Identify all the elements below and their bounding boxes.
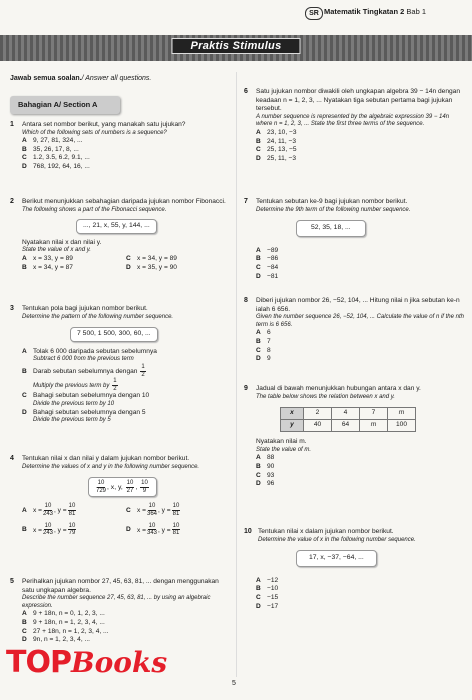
watermark: TOPBooks bbox=[6, 645, 168, 680]
q6-option-a[interactable]: A 23, 10, −3 bbox=[256, 128, 297, 136]
q1-text-ms: Antara set nombor berikut, yang manakah satu jujukan? bbox=[22, 121, 186, 128]
q9-table: x 2 4 7 m y 40 64 m 100 bbox=[280, 407, 416, 432]
q6-option-c[interactable]: C 25, 13, −5 bbox=[256, 146, 297, 154]
q4-option-d[interactable]: D x = $\frac{10}{343}$ , y = $\frac{10}{81}$ bbox=[126, 522, 180, 537]
q9-option-a[interactable]: A 88 bbox=[256, 454, 275, 462]
q9-option-b[interactable]: B 90 bbox=[256, 462, 275, 470]
question-6: 6 Satu jujukan nombor diwakili oleh ungkapan algebra 39 − 14n dengan keadaan n = 1, 2, 3, ... Nyatakan tiga sebutan pertama bagi jujukan tersebut. A number sequence is represented by the algebraic expression 39 − 14n where n = 1, 2, 3, ... State the first three terms of the sequence. A 23, 10, −3 B 24, 11, −3 C 25, 13, −5 D 25, 11, −3 bbox=[244, 88, 464, 163]
q3-option-d[interactable]: D Bahagi sebutan sebelumnya dengan 5 bbox=[22, 408, 146, 416]
q4-option-b[interactable]: B x = $\frac{10}{243}$ , y = $\frac{10}{79}$ bbox=[22, 522, 76, 537]
instruction: Jawab semua soalan./ Answer all questions. bbox=[10, 75, 152, 82]
q2-option-b[interactable]: B x = 34, y = 87 bbox=[22, 263, 73, 271]
column-divider bbox=[236, 72, 237, 677]
question-4: 4 Tentukan nilai x dan nilai y dalam jujukan nombor berikut. Determine the values of x and y in the following number sequence. $\frac{10}{729}$ , x, y, $\frac{10}{27}$ , $\frac{10}{9}$ A x = $\frac{10}{243}$ , y = $\frac{10}{81}$ C x = $\frac{10}{364}$ , y = $\frac{10}{81}$ B x = $\frac{10}{243}$ , y = $\frac{10}{79}$ D x = $\frac{10}{343}$ , y = $\frac{10}{81}$ bbox=[10, 455, 230, 537]
q1-option-d[interactable]: D 768, 192, 64, 16, ... bbox=[22, 162, 90, 170]
q6-option-b[interactable]: B 24, 11, −3 bbox=[256, 137, 297, 145]
q5-option-c[interactable]: C 27 + 18n, n = 1, 2, 3, 4, ... bbox=[22, 627, 109, 635]
publisher-logo: SR bbox=[305, 7, 323, 20]
question-10: 10 Tentukan nilai x dalam jujukan nombor berikut. Determine the value of x in the following number sequence. 17, x, −37, −64, ... A −12 B −10 C −15 D −17 bbox=[244, 528, 464, 611]
q2-text-ms: Berikut menunjukkan sebahagian daripada jujukan nombor Fibonacci. bbox=[22, 198, 226, 205]
q9-option-c[interactable]: C 93 bbox=[256, 471, 275, 479]
question-8: 8 Diberi jujukan nombor 26, −52, 104, ... Hitung nilai n jika sebutan ke-n ialah 6 656. Given the number sequence 26, −52, 104, ... Calculate the value of n if the nth term is 6 656. A 6 B 7 C 8 D 9 bbox=[244, 297, 464, 363]
q3-option-a[interactable]: A Tolak 6 000 daripada sebutan sebelumnya bbox=[22, 347, 157, 355]
q1-option-a[interactable]: A 9, 27, 81, 324, ... bbox=[22, 137, 83, 145]
page-number: 5 bbox=[232, 680, 236, 687]
question-3: 3 Tentukan pola bagi jujukan nombor berikut. Determine the pattern of the following number sequence. 7 500, 1 500, 300, 60, ... A Tolak 6 000 daripada sebutan sebelumnya Subtract 6 000 from the previous term B Darab sebutan sebelumnya dengan $\frac{1}{2}$ Multiply the previous term by $\frac{1}{2}$ C Bahagi sebutan sebelumnya dengan 10 Divide the previous term by 10 D Bahagi sebutan sebelumnya dengan 5 Divide the previous term by 5 bbox=[10, 305, 230, 425]
q2-text-en: The following shows a part of the Fibonacci sequence. bbox=[22, 206, 167, 213]
q4-option-c[interactable]: C x = $\frac{10}{364}$ , y = $\frac{10}{81}$ bbox=[126, 503, 180, 517]
q7-option-c[interactable]: C −84 bbox=[256, 263, 279, 271]
q7-sequence-box: 52, 35, 18, ... bbox=[296, 220, 366, 237]
q6-option-d[interactable]: D 25, 11, −3 bbox=[256, 154, 297, 162]
header-text: Matematik Tingkatan 2 Bab 1 bbox=[324, 7, 427, 16]
q10-sequence-box: 17, x, −37, −64, ... bbox=[296, 550, 377, 567]
page-header bbox=[0, 6, 472, 20]
title-banner bbox=[0, 35, 472, 61]
q3-option-c[interactable]: C Bahagi sebutan sebelumnya dengan 10 bbox=[22, 392, 150, 400]
q9-option-d[interactable]: D 96 bbox=[256, 480, 275, 488]
question-1: 1 Antara set nombor berikut, yang manakah satu jujukan? Which of the following sets of numbers is a sequence? A 9, 27, 81, 324, ... B 35, 26, 17, 8, ... C 1.2, 3.5, 6.2, 9.1, ... D 768, 192, 64, 16, ... bbox=[10, 121, 230, 172]
section-heading: Bahagian A/ Section A bbox=[10, 96, 120, 114]
q1-text-en: Which of the following sets of numbers is a sequence? bbox=[22, 129, 167, 136]
q2-option-c[interactable]: C x = 34, y = 89 bbox=[126, 254, 177, 262]
q1-option-b[interactable]: B 35, 26, 17, 8, ... bbox=[22, 145, 79, 153]
question-2: 2 Berikut menunjukkan sebahagian daripada jujukan nombor Fibonacci. The following shows a part of the Fibonacci sequence. ..., 21, x, 55, y, 144, ... Nyatakan nilai x dan nilai y. State the value of x and y. A x = 33, y = 89 C x = 34, y = 89 B x = 34, y = 87 D x = 35, y = 90 bbox=[10, 198, 230, 272]
question-9: 9 Jadual di bawah menunjukkan hubungan antara x dan y. The table below shows the relation between x and y. x 2 4 7 m y 40 64 m 100 Nyatakan nilai m. State the value of m. A 88 B 90 C 93 D 96 bbox=[244, 385, 464, 489]
q2-option-d[interactable]: D x = 35, y = 90 bbox=[126, 263, 177, 271]
q7-option-a[interactable]: A −89 bbox=[256, 246, 279, 254]
q8-option-a[interactable]: A 6 bbox=[256, 329, 271, 337]
q10-option-d[interactable]: D −17 bbox=[256, 602, 279, 610]
q1-option-c[interactable]: C 1.2, 3.5, 6.2, 9.1, ... bbox=[22, 154, 90, 162]
q4-sequence-box: $\frac{10}{729}$ , x, y, $\frac{10}{27}$ , $\frac{10}{9}$ bbox=[88, 477, 157, 497]
q2-option-a[interactable]: A x = 33, y = 89 bbox=[22, 254, 73, 262]
q8-option-b[interactable]: B 7 bbox=[256, 337, 271, 345]
q2-sequence-box: ..., 21, x, 55, y, 144, ... bbox=[76, 219, 157, 234]
q7-option-d[interactable]: D −81 bbox=[256, 272, 279, 280]
q8-option-c[interactable]: C 8 bbox=[256, 346, 271, 354]
q4-option-a[interactable]: A x = $\frac{10}{243}$ , y = $\frac{10}{81}$ bbox=[22, 503, 76, 517]
q8-option-d[interactable]: D 9 bbox=[256, 355, 271, 363]
question-5: 5 Perihalkan jujukan nombor 27, 45, 63, 81, ... dengan menggunakan satu ungkapan algebra. Describe the number sequence 27, 45, 63, 81, ... by using an algebraic expression. A 9 + 18n, n = 0, 1, 2, 3, ... B 9 + 18n, n = 1, 2, 3, 4, ... C 27 + 18n, n = 1, 2, 3, 4, ... D 9n, n = 1, 2, 3, 4, ... bbox=[10, 578, 230, 645]
question-7: 7 Tentukan sebutan ke-9 bagi jujukan nombor berikut. Determine the 9th term of the following number sequence. 52, 35, 18, ... A −89 B −86 C −84 D −81 bbox=[244, 198, 464, 281]
q3-option-b[interactable]: B Darab sebutan sebelumnya dengan $\frac{1}{2}$ bbox=[22, 363, 145, 378]
banner-title: Praktis Stimulus bbox=[172, 38, 301, 54]
q3-sequence-box: 7 500, 1 500, 300, 60, ... bbox=[70, 327, 158, 342]
q10-option-a[interactable]: A −12 bbox=[256, 576, 279, 584]
q10-option-b[interactable]: B −10 bbox=[256, 585, 279, 593]
q5-option-d[interactable]: D 9n, n = 1, 2, 3, 4, ... bbox=[22, 636, 90, 644]
q5-option-a[interactable]: A 9 + 18n, n = 0, 1, 2, 3, ... bbox=[22, 610, 105, 618]
q10-option-c[interactable]: C −15 bbox=[256, 593, 279, 601]
q5-option-b[interactable]: B 9 + 18n, n = 1, 2, 3, 4, ... bbox=[22, 618, 105, 626]
q7-option-b[interactable]: B −86 bbox=[256, 255, 279, 263]
